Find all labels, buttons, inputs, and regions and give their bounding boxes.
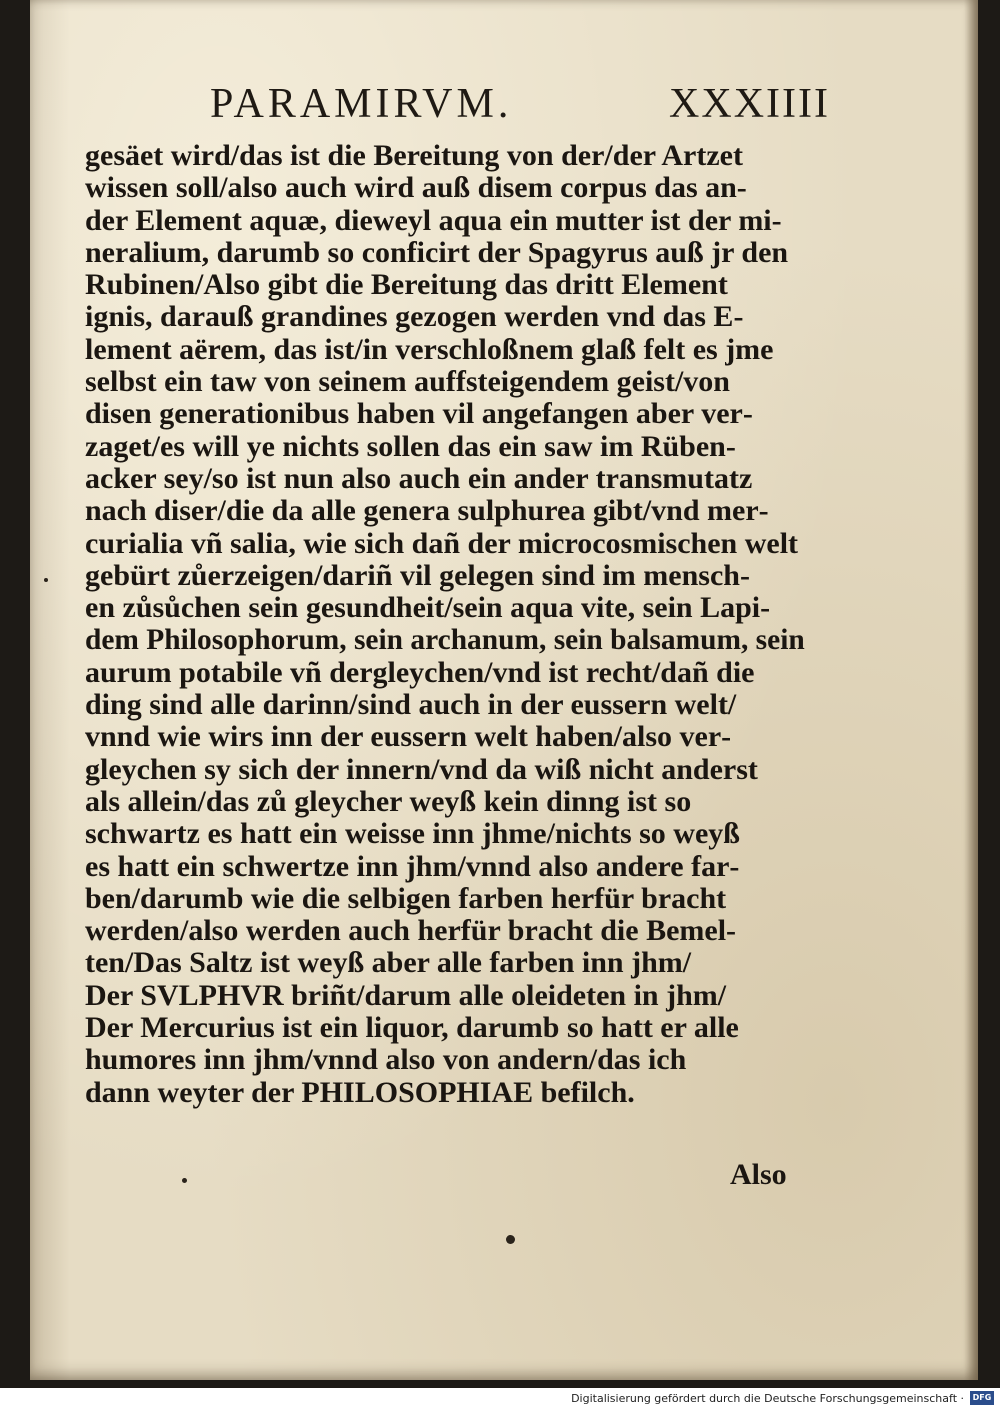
text-line: gleychen sy sich der innern/vnd da wiß nicht anderst	[85, 752, 758, 786]
text-line: en zůsůchen sein gesundheit/sein aqua vite, sein Lapi‑	[85, 591, 771, 625]
text-line: der Element aquæ, dieweyl aqua ein mutter ist der mi‑	[85, 203, 782, 237]
text-line: als allein/das zů gleycher weyß kein dinng ist so	[85, 784, 692, 818]
text-line: Der SVLPHVR briñt/darum alle oleideten in jhm/	[85, 978, 727, 1012]
dfg-logo: DFG	[970, 1391, 994, 1405]
catchword: Also	[730, 1158, 787, 1191]
text-line: humores inn jhm/vnnd also von andern/das ich	[85, 1043, 687, 1077]
text-line: acker sey/so ist nun also auch ein ander transmutatz	[85, 461, 753, 495]
text-line: Rubinen/Also gibt die Bereitung das dritt Element	[85, 268, 728, 302]
text-line: ben/darumb wie die selbigen farben herfür bracht	[85, 881, 727, 915]
ink-speck	[506, 1235, 515, 1244]
text-line: curialia vñ salia, wie sich dañ der microcosmischen welt	[85, 526, 799, 560]
text-line: dann weyter der PHILOSOPHIAE befilch.	[85, 1075, 635, 1109]
text-line: gesäet wird/das ist die Bereitung von der/der Artzet	[85, 139, 743, 172]
funding-credit: Digitalisierung gefördert durch die Deutsche Forschungsgemeinschaft ·	[571, 1391, 964, 1405]
text-line: ding sind alle darinn/sind auch in der eussern welt/	[85, 688, 737, 722]
text-line: gebürt zůerzeigen/dariñ vil gelegen sind im mensch‑	[85, 558, 750, 592]
folio-number: XXXIIII	[669, 81, 830, 127]
text-line: ten/Das Saltz ist weyß aber alle farben inn jhm/	[85, 946, 692, 980]
body-text	[85, 140, 805, 1109]
running-title: PARAMIRVM.	[210, 81, 513, 127]
text-line: dem Philosophorum, sein archanum, sein balsamum, sein	[85, 623, 805, 657]
text-line: werden/also werden auch herfür bracht die Bemel‑	[85, 914, 737, 948]
text-line: wissen soll/also auch wird auß disem corpus das an‑	[85, 171, 747, 205]
text-line: selbst ein taw von seinem auffsteigendem geist/von	[85, 365, 730, 399]
text-line: ignis, darauß grandines gezogen werden vnd das E‑	[85, 300, 744, 334]
text-line: vnnd wie wirs inn der eussern welt haben/also ver‑	[85, 720, 732, 754]
text-line: Der Mercurius ist ein liquor, darumb so hatt er alle	[85, 1011, 739, 1045]
text-line: neralium, darumb so conficirt der Spagyrus auß jr den	[85, 235, 789, 269]
text-line: zaget/es will ye nichts sollen das ein saw im Rüben‑	[85, 429, 736, 463]
text-line: lement aërem, das ist/in verschloßnem glaß felt es jme	[85, 332, 774, 366]
page-header	[210, 80, 830, 136]
ink-speck	[44, 578, 48, 582]
book-page	[30, 0, 978, 1380]
ink-speck	[182, 1178, 187, 1183]
text-line: schwartz es hatt ein weisse inn jhme/nichts so weyß	[85, 817, 740, 851]
text-line: aurum potabile vñ dergleychen/vnd ist recht/dañ die	[85, 655, 755, 689]
footer-bar	[0, 1388, 1000, 1408]
text-line: disen generationibus haben vil angefangen aber ver‑	[85, 397, 753, 431]
text-line: nach diser/die da alle genera sulphurea gibt/vnd mer‑	[85, 494, 769, 528]
text-line: es hatt ein schwertze inn jhm/vnnd also andere far‑	[85, 849, 740, 883]
page-fold-shadow	[964, 0, 978, 1380]
